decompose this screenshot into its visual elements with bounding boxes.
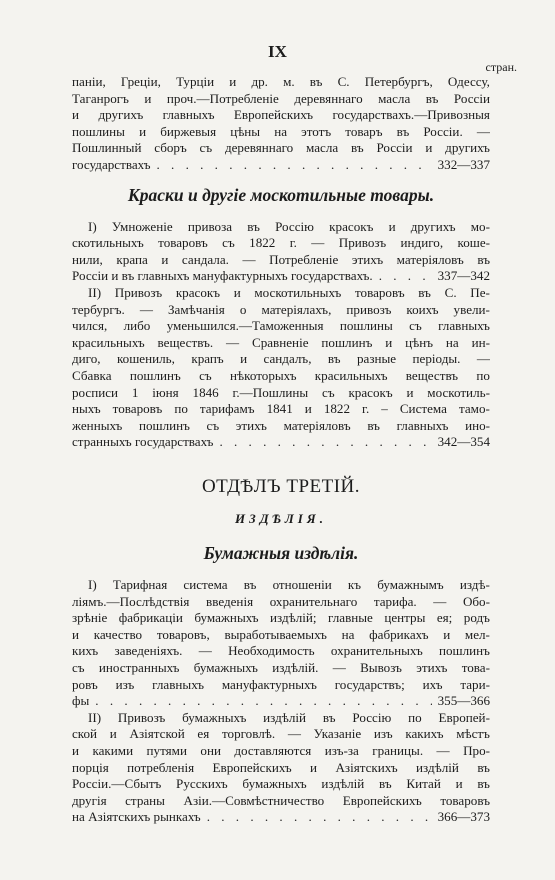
table-of-contents	[72, 74, 490, 826]
text-line: съ иностранныхъ бумажныхъ издѣлій. — Вывозъ этихъ това-	[72, 660, 490, 676]
text-line: и какими путями они доставляются изъ-за границы. — Про-	[72, 743, 490, 758]
leader-dots	[379, 268, 432, 285]
part-subtitle: ИЗДѢЛІЯ.	[234, 511, 328, 527]
text-line: Пошлинный сборъ съ деревяннаго масла въ Россіи и другихъ	[72, 140, 490, 156]
part-title: ОТДѢЛЪ ТРЕТІЙ.	[201, 475, 361, 497]
section-title-dyes: Краски и другіе москотильные товары.	[127, 184, 435, 205]
text-line: ской и Азіятской ея торговлѣ. — Указаніе изъ какихъ мѣстъ	[72, 726, 490, 742]
text-line: красильныхъ веществъ. — Сравненіе пошлинъ и цѣнъ на ин-	[72, 334, 490, 350]
leader-dots	[156, 157, 431, 174]
text-line: Сбавка пошлинъ съ нѣкоторыхъ красильныхъ веществъ по	[72, 367, 490, 383]
text-line: диго, кошениль, крапъ и сандалъ, въ разные періоды. —	[72, 351, 490, 367]
page-range: 355—366	[437, 693, 490, 709]
entry-text: на Азіятскихъ рынкахъ	[72, 809, 201, 825]
text-line: и качество товаровъ, выработываемыхъ на фабрикахъ и мел-	[72, 626, 490, 642]
text-line: II) Привозъ бумажныхъ издѣлій въ Россію по Европей-	[88, 709, 490, 725]
text-line: зрѣніе фабрикаціи бумажныхъ издѣлій; главные центры ея; родъ	[72, 610, 490, 626]
text-line: кихъ заведеніяхъ. — Необходимость охранительныхъ пошлинъ	[72, 643, 490, 659]
leader-dots	[207, 809, 432, 826]
text-line: I) Умноженіе привоза въ Россію красокъ и другихъ мо-	[88, 218, 490, 234]
text-line-with-pages	[72, 157, 490, 174]
text-line: и другихъ главныхъ Европейскихъ государствахъ.—Привозныя	[72, 107, 490, 123]
text-line: ныхъ товаровъ по тарифамъ 1841 и 1822 г. – Система тамо-	[72, 401, 490, 417]
pages-column-header: стран.	[485, 60, 517, 74]
text-line-with-pages	[72, 693, 490, 710]
leader-dots	[95, 693, 431, 710]
toc-entry-paper-2	[72, 710, 490, 826]
text-line: женныхъ пошлинъ съ этихъ матеріяловъ въ главныхъ ино-	[72, 417, 490, 433]
text-line-with-pages	[72, 434, 490, 451]
section-title-paper: Бумажныя издѣлія.	[203, 543, 359, 564]
text-line: росписи 1 іюня 1846 г.—Пошлины съ красокъ и москотиль-	[72, 384, 490, 400]
toc-entry-dyes-1	[72, 219, 490, 285]
entry-text: государствахъ	[72, 156, 151, 172]
page-number: IX	[268, 42, 287, 61]
text-line: I) Тарифная система въ отношеніи къ бумажнымъ издѣ-	[88, 577, 490, 593]
text-line: Таганрогъ и проч.—Потребленіе деревяннаго масла въ Россіи	[72, 90, 490, 106]
page-range: 332—337	[437, 156, 490, 172]
entry-text: странныхъ государствахъ	[72, 434, 214, 450]
toc-entry-dyes-2	[72, 285, 490, 451]
text-line: паніи, Греціи, Турціи и др. м. въ С. Петербургъ, Одессу,	[72, 74, 490, 89]
page-range: 337—342	[437, 268, 490, 284]
text-line-with-pages	[72, 268, 490, 285]
page-range: 366—373	[437, 809, 490, 825]
text-line: чился, либо уменьшился.—Таможенныя пошлины съ главныхъ	[72, 318, 490, 334]
entry-text: фы	[72, 693, 90, 709]
leader-dots	[219, 434, 431, 451]
text-line: ліямъ.—Послѣдствія введенія охранительнаго тарифа. — Обо-	[72, 593, 490, 609]
text-line: тербургъ. — Замѣчанія о матеріялахъ, привозъ коихъ увели-	[72, 301, 490, 317]
page-range: 342—354	[437, 434, 490, 450]
text-line: пошлины и биржевыя цѣны на этотъ товаръ въ Россіи. —	[72, 123, 490, 139]
text-line: другія страны Азіи.—Совмѣстничество Европейскихъ товаровъ	[72, 792, 490, 808]
text-line-with-pages	[72, 809, 490, 826]
text-line: II) Привозъ красокъ и москотильныхъ товаровъ въ С. Пе-	[88, 284, 490, 300]
text-line: Россіи.—Сбытъ Русскихъ бумажныхъ издѣлій въ Китай и въ	[72, 776, 490, 792]
text-line: нили, крапа и сандала. — Потребленіе этихъ матеріяловъ въ	[72, 251, 490, 267]
text-line: порція потребленія Европейскихъ и Азіятскихъ издѣлій въ	[72, 759, 490, 775]
intro-entry	[72, 74, 490, 174]
entry-text: Россіи и въ главныхъ мануфактурныхъ государствахъ.	[72, 268, 373, 284]
toc-entry-paper-1	[72, 577, 490, 710]
text-line: скотильныхъ товаровъ съ 1822 г. — Привозъ индиго, коше-	[72, 235, 490, 251]
text-line: ровъ изъ главныхъ мануфактурныхъ государствъ; ихъ тари-	[72, 676, 490, 692]
